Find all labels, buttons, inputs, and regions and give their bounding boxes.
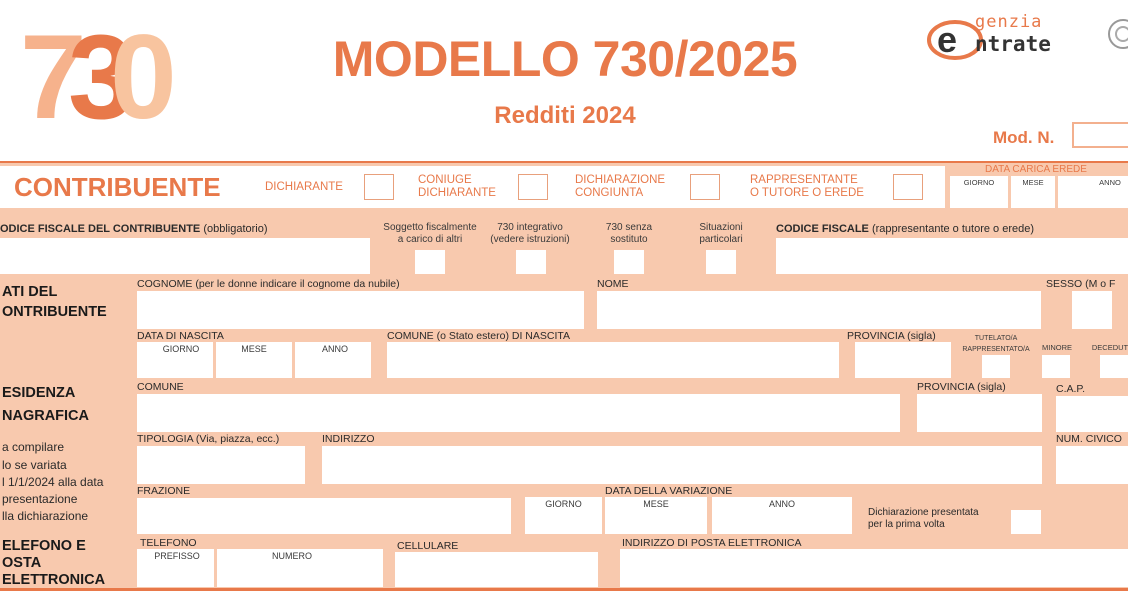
agency-line2: ntrate — [975, 32, 1051, 56]
data-carica-erede-label: DATA CARICA EREDE — [985, 164, 1087, 175]
nascita-anno-label: ANNO — [321, 344, 348, 354]
provincia-nascita-label: PROVINCIA (sigla) — [847, 330, 936, 342]
telefono-label: TELEFONO — [140, 537, 197, 549]
email-input[interactable] — [620, 549, 1128, 587]
cognome-input[interactable] — [137, 291, 584, 329]
prima-volta-checkbox[interactable] — [1011, 510, 1041, 534]
situazioni-checkbox[interactable] — [706, 250, 736, 274]
res-provincia-input[interactable] — [917, 394, 1042, 432]
cellulare-input[interactable] — [395, 552, 598, 587]
integrativo-label-2: (vedere istruzioni) — [490, 234, 570, 245]
state-emblem-icon — [1105, 14, 1128, 54]
cf-contribuente-label: ODICE FISCALE DEL CONTRIBUENTE (obbligatorio) — [0, 223, 268, 235]
res-comune-input[interactable] — [137, 394, 900, 432]
deceduto-checkbox[interactable] — [1100, 355, 1128, 378]
cf-rappresentante-input[interactable] — [776, 238, 1128, 274]
svg-text:7: 7 — [20, 10, 69, 126]
res-cap-input[interactable] — [1056, 396, 1128, 432]
dati-section-title-2: ONTRIBUENTE — [2, 304, 107, 320]
res-provincia-label: PROVINCIA (sigla) — [917, 381, 1006, 393]
residenza-note-4: presentazione — [2, 492, 78, 506]
num-civico-input[interactable] — [1056, 446, 1128, 484]
cf-rappresentante-label: CODICE FISCALE (rappresentante o tutore o erede) — [776, 223, 1035, 235]
res-cap-label: C.A.P. — [1056, 383, 1085, 395]
page-title: MODELLO 730/2025 — [332, 31, 798, 87]
data-variazione-label: DATA DELLA VARIAZIONE — [605, 485, 733, 497]
agency-line1: genzia — [975, 12, 1043, 32]
logo-730-graphic — [18, 6, 178, 126]
form-logo-730 — [18, 6, 178, 126]
carica-mese-label: MESE — [1022, 178, 1044, 187]
comune-nascita-label: COMUNE (o Stato estero) DI NASCITA — [387, 330, 571, 342]
mod-n-input[interactable] — [1072, 122, 1128, 148]
senza-sostituto-label-2: sostituto — [610, 234, 648, 245]
num-civico-label: NUM. CIVICO — [1056, 433, 1122, 445]
nome-label: NOME — [597, 278, 629, 290]
minore-checkbox[interactable] — [1042, 355, 1070, 378]
nascita-giorno-label: GIORNO — [162, 344, 200, 354]
telefono-title-1: ELEFONO E — [2, 538, 86, 554]
variazione-mese-label: MESE — [643, 499, 669, 509]
data-nascita-label: DATA DI NASCITA — [137, 330, 224, 342]
contribuente-title: CONTRIBUENTE — [14, 172, 221, 202]
residenza-note-1: a compilare — [2, 440, 65, 454]
residenza-note-3: l 1/1/2024 alla data — [2, 475, 104, 489]
rappresentante-label-1: RAPPRESENTANTE — [750, 174, 858, 186]
tutela-checkbox[interactable] — [982, 355, 1010, 378]
comune-nascita-input[interactable] — [387, 342, 839, 378]
soggetto-label-1: Soggetto fiscalmente — [383, 222, 477, 233]
prima-volta-label-1: Dichiarazione presentata — [868, 507, 979, 518]
situazioni-label-1: Situazioni — [699, 222, 743, 233]
frazione-label: FRAZIONE — [137, 485, 191, 497]
telefono-title-2: OSTA — [2, 555, 42, 571]
svg-text:0: 0 — [110, 10, 159, 126]
agency-logo — [925, 10, 1128, 62]
mod-n-label: Mod. N. — [993, 128, 1055, 147]
top-rule — [0, 161, 1128, 163]
rappresentante-label-2: O TUTORE O EREDE — [750, 187, 864, 199]
deceduto-label: DECEDUT — [1091, 343, 1128, 352]
situazioni-label-2: particolari — [699, 234, 743, 245]
congiunta-label-1: DICHIARAZIONE — [575, 174, 666, 186]
page-subtitle: Redditi 2024 — [494, 102, 636, 129]
indirizzo-input[interactable] — [322, 446, 1042, 484]
indirizzo-label: INDIRIZZO — [322, 433, 375, 445]
telefono-title-3: ELETTRONICA — [2, 572, 106, 588]
integrativo-label-1: 730 integrativo — [497, 222, 563, 233]
carica-giorno-label: GIORNO — [963, 178, 995, 187]
soggetto-label-2: a carico di altri — [397, 234, 463, 245]
minore-label: MINORE — [1042, 343, 1072, 352]
variazione-anno-label: ANNO — [768, 499, 795, 509]
prefisso-label: PREFISSO — [154, 551, 200, 561]
sesso-label: SESSO (M o F — [1046, 278, 1116, 290]
cf-contribuente-input[interactable] — [0, 238, 370, 274]
residenza-title-1: ESIDENZA — [2, 385, 76, 401]
frazione-input[interactable] — [137, 498, 511, 534]
carica-anno-label: ANNO — [1099, 178, 1121, 187]
tipologia-input[interactable] — [137, 446, 305, 484]
res-comune-label: COMUNE — [137, 381, 184, 393]
cellulare-label: CELLULARE — [397, 540, 459, 552]
coniuge-checkbox[interactable] — [518, 174, 548, 200]
coniuge-label-1: CONIUGE — [418, 174, 472, 186]
prima-volta-label-2: per la prima volta — [868, 519, 945, 530]
rappresentante-checkbox[interactable] — [893, 174, 923, 200]
provincia-nascita-input[interactable] — [855, 342, 951, 378]
dati-section-title-1: ATI DEL — [2, 284, 58, 300]
numero-label: NUMERO — [272, 551, 312, 561]
tutela-label-2: RAPPRESENTATO/A — [962, 346, 1030, 353]
sesso-input[interactable] — [1072, 291, 1112, 329]
dichiarante-label: DICHIARANTE — [265, 181, 343, 193]
senza-sostituto-checkbox[interactable] — [614, 250, 644, 274]
tipologia-label: TIPOLOGIA (Via, piazza, ecc.) — [137, 433, 280, 445]
nome-input[interactable] — [597, 291, 1041, 329]
svg-text:3: 3 — [68, 10, 117, 126]
cognome-label: COGNOME (per le donne indicare il cognome da nubile) — [137, 278, 400, 290]
congiunta-label-2: CONGIUNTA — [575, 187, 644, 199]
tutela-label-1: TUTELATO/A — [974, 335, 1018, 342]
residenza-note-2: lo se variata — [2, 458, 67, 472]
soggetto-checkbox[interactable] — [415, 250, 445, 274]
variazione-giorno-label: GIORNO — [545, 499, 582, 509]
svg-text:e: e — [937, 19, 958, 60]
nascita-mese-label: MESE — [241, 344, 267, 354]
email-label: INDIRIZZO DI POSTA ELETTRONICA — [622, 537, 802, 549]
senza-sostituto-label-1: 730 senza — [605, 222, 653, 233]
integrativo-checkbox[interactable] — [516, 250, 546, 274]
congiunta-checkbox[interactable] — [690, 174, 720, 200]
residenza-note-5: lla dichiarazione — [2, 509, 89, 523]
dichiarante-checkbox[interactable] — [364, 174, 394, 200]
coniuge-label-2: DICHIARANTE — [418, 187, 496, 199]
residenza-title-2: NAGRAFICA — [2, 408, 89, 424]
